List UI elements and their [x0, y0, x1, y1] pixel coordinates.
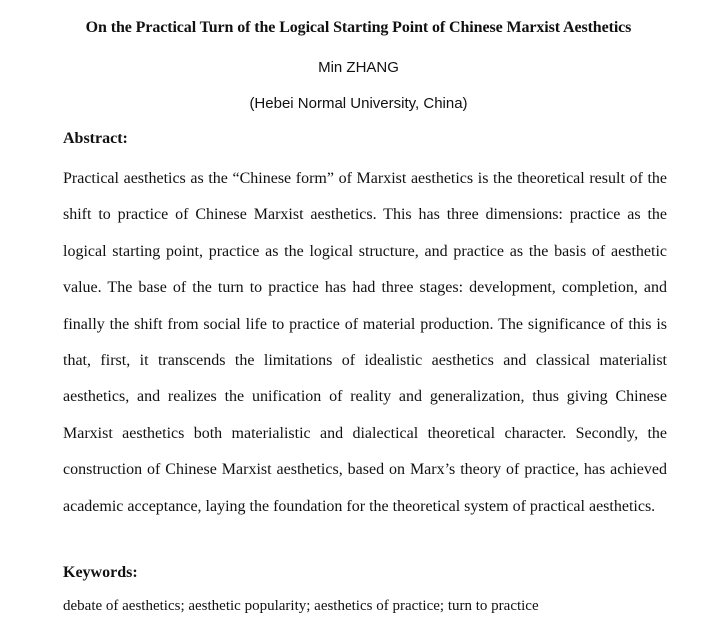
abstract-heading: Abstract:: [63, 130, 128, 147]
keywords-text: debate of aesthetics; aesthetic popularity; aesthetics of practice; turn to practice: [63, 598, 539, 614]
author-affiliation: (Hebei Normal University, China): [249, 95, 468, 112]
paper-title: On the Practical Turn of the Logical Starting Point of Chinese Marxist Aesthetics: [85, 19, 632, 36]
abstract-text: Practical aesthetics as the “Chinese form” of Marxist aesthetics is the theoretical result of the shift to practice of Chinese Marxist aesthetics. This has three dimensions: practice as the logical starting point, practice as the logical structure, and practice as the basis of aesthetic value. The base of the turn to practice has had three stages: development, completion, and finally the shift from social life to practice of material production. The significance of this is that, first, it transcends the limitations of idealistic aesthetics and classical materialist aesthetics, and realizes the unification of reality and generalization, thus giving Chinese Marxist aesthetics both materialistic and dialectical theoretical character. Secondly, the construction of Chinese Marxist aesthetics, based on Marx’s theory of practice, has achieved academic acceptance, laying the foundation for the theoretical system of practical aesthetics.: [63, 170, 667, 515]
keywords-heading: Keywords:: [63, 564, 138, 581]
author-name: Min ZHANG: [318, 59, 399, 76]
